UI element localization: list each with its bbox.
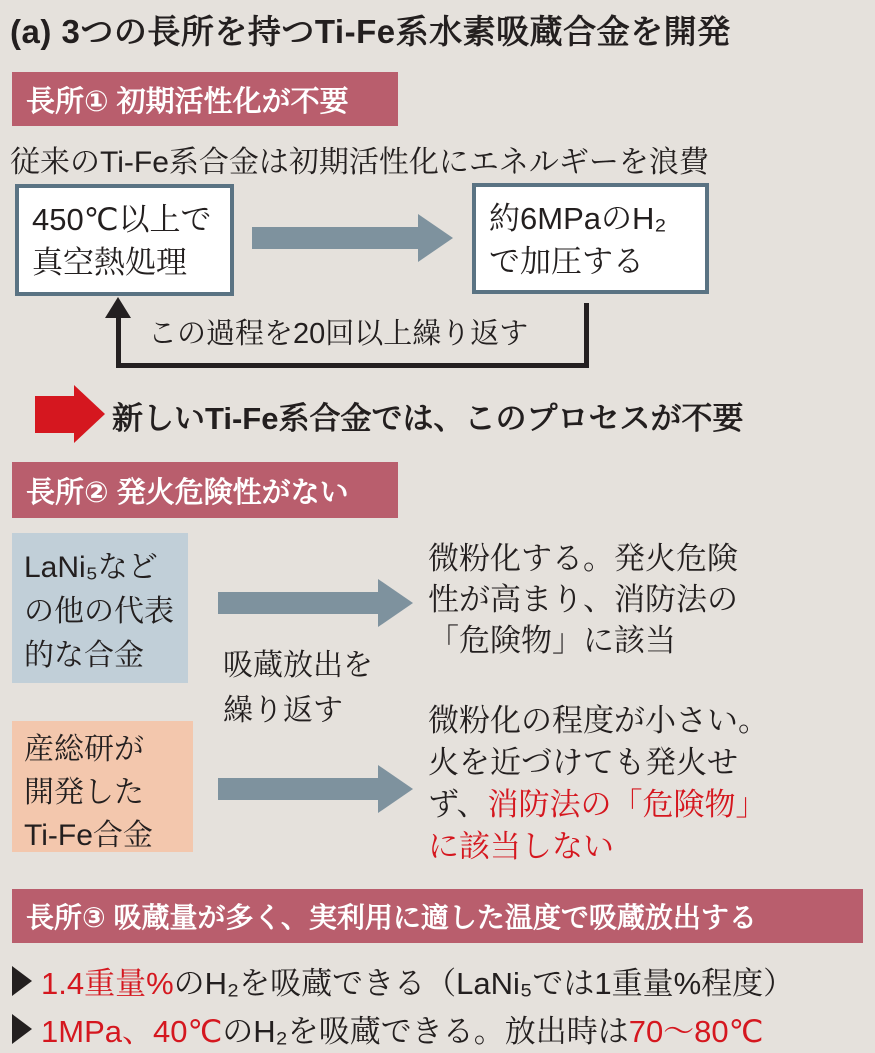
merit3-banner-label: 長所③ 吸蔵量が多く、実利用に適した温度で吸蔵放出する — [26, 902, 757, 933]
merit1-intro-text: 従来のTi-Fe系合金は初期活性化にエネルギーを浪費 — [10, 146, 709, 179]
bullet1-red-text: 1.4重量% — [41, 966, 174, 1001]
cycle-label-line2: 繰り返す — [223, 694, 343, 727]
aist-result-line1: 微粉化の程度が小さい。 — [428, 703, 769, 738]
merit2-banner-label: 長所② 発火危険性がない — [26, 476, 349, 509]
aist-result-line2: 火を近づけても発火せ — [428, 745, 738, 780]
conventional-result-line3: 「危険物」に該当 — [428, 623, 676, 658]
conventional-result-text — [428, 538, 738, 661]
merit3-banner — [12, 889, 863, 943]
conventional-result-line1: 微粉化する。発火危険 — [428, 541, 738, 576]
loop-right-vertical-line — [584, 303, 589, 368]
merit1-banner-label: 長所① 初期活性化が不要 — [26, 85, 349, 118]
flow-arrow-1-head-icon — [418, 214, 453, 262]
merit2-banner — [12, 462, 398, 518]
bullet-triangle-icon — [12, 1014, 32, 1044]
conventional-result-line2: 性が高まり、消防法の — [428, 582, 738, 617]
pressurize-h2-box — [472, 183, 709, 294]
aist-result-text — [428, 700, 769, 868]
cycle-label-line1: 吸蔵放出を — [223, 649, 373, 682]
cycle-label — [223, 643, 373, 733]
merit1-banner — [12, 72, 398, 126]
aist-result-line3 — [428, 784, 769, 826]
conventional-alloy-line2: の他の代表 — [24, 595, 174, 628]
vacuum-heat-treatment-line2: 真空熱処理 — [32, 245, 187, 280]
pressurize-h2-line1: 約6MPaのH₂ — [489, 201, 667, 236]
flow-arrow-1-shaft — [252, 227, 419, 249]
aist-result-line4-red: に該当しない — [428, 829, 614, 864]
page-title: (a) 3つの長所を持つTi-Fe系水素吸蔵合金を開発 — [10, 13, 731, 50]
aist-alloy-line1: 産総研が — [24, 733, 144, 766]
red-arrow-head-icon — [74, 385, 105, 443]
flow-arrow-2-shaft — [218, 592, 379, 614]
flow-arrow-3-shaft — [218, 778, 379, 800]
aist-alloy-line3: Ti-Fe合金 — [24, 819, 153, 852]
loop-label: この過程を20回以上繰り返す — [148, 318, 529, 350]
flow-arrow-2-head-icon — [378, 579, 413, 627]
vacuum-heat-treatment-box — [15, 184, 234, 296]
vacuum-heat-treatment-line1: 450℃以上で — [32, 202, 212, 237]
bullet2-red-text-1: 1MPa、40℃ — [41, 1014, 223, 1049]
loop-up-arrowhead-icon — [105, 297, 131, 318]
bullet1-black-text: のH₂を吸蔵できる（LaNi₅では1重量%程度） — [173, 966, 795, 1001]
merit3-bullet-1 — [12, 958, 794, 1003]
conventional-alloy-line1: LaNi₅など — [24, 551, 158, 584]
loop-left-vertical-line — [116, 314, 121, 366]
loop-bottom-horizontal-line — [116, 363, 589, 368]
aist-alloy-box — [12, 721, 193, 852]
aist-alloy-line2: 開発した — [24, 776, 144, 809]
aist-result-line3-black: ず、 — [428, 787, 488, 822]
bullet2-black-text: のH₂を吸蔵できる。放出時は — [222, 1014, 629, 1049]
conventional-alloy-box — [12, 533, 188, 683]
bullet2-red-text-2: 70～80℃ — [628, 1014, 764, 1049]
merit1-conclusion-text: 新しいTi-Fe系合金では、このプロセスが不要 — [112, 401, 744, 436]
bullet-triangle-icon — [12, 966, 32, 996]
pressurize-h2-line2: で加圧する — [489, 244, 644, 279]
merit3-bullet-2 — [12, 1006, 763, 1051]
conventional-alloy-line3: 的な合金 — [24, 639, 144, 672]
aist-result-line3-red: 消防法の「危険物」 — [487, 787, 767, 822]
red-arrow-shaft — [35, 396, 75, 433]
flow-arrow-3-head-icon — [378, 765, 413, 813]
